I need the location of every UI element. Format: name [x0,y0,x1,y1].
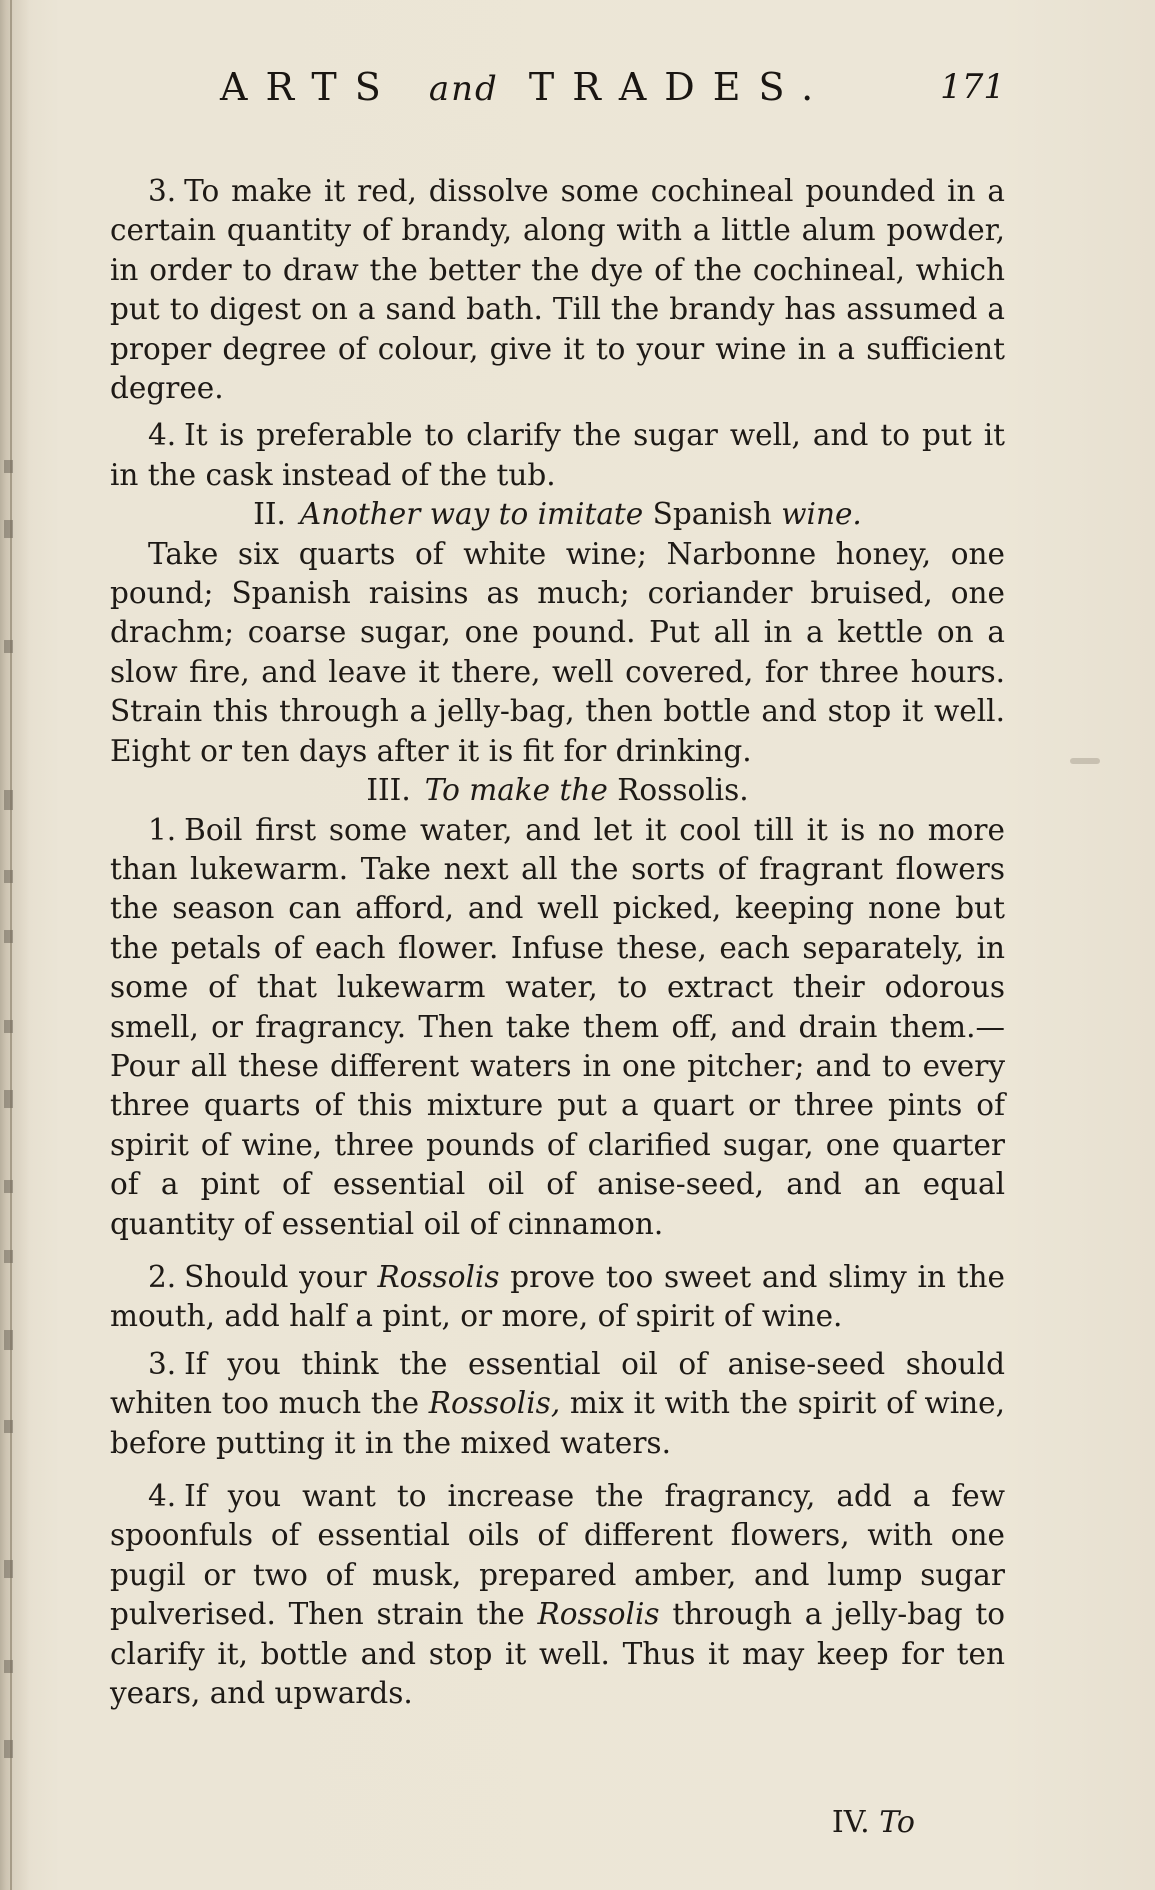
paragraph-text: Boil first some water, and let it cool till it is no more than lukewarm. Take next all the sorts of fragrant flowers the season can afford, and well picked, keeping none but the petals of each flower. Infuse these, each separately, in some of that lukewarm water, to extract their odorous smell, or fragrancy. Then take them off, and drain them.—Pour all these different waters in one pitcher; and to every three quarts of this mixture put a quart or three pints of spirit of wine, three pounds of clarified sugar, one quarter of a pint of essential oil of anise-seed, and an equal quantity of essential oil of cinnamon. [110,812,1005,1241]
paragraph-number: 3. [148,1346,177,1381]
paragraph-number: 4. [148,418,177,453]
paragraph-text-before: Should your [184,1259,367,1294]
paragraph-text: To make it red, dissolve some cochineal pounded in a certain quantity of brandy, along with a little alum powder, in order to draw the better the dye of the cochineal, which put to digest on a sand bath. Till the brandy has assumed a proper degree of colour, give it to your wine in a sufficient degree. [110,174,1005,406]
paragraph-4-clarify-sugar [110,416,1005,495]
page-text-block [110,65,1005,1868]
catchword-numeral: IV. [831,1805,870,1840]
section-heading-italic: To make the [424,773,608,808]
paragraph-text-after: mix it with the spirit of wine, before putting it in the mixed waters. [110,1386,1005,1460]
section-heading-tail: wine. [781,497,862,532]
facing-page-bleed-marks [0,0,22,1890]
italic-term: Rossolis [537,1597,660,1632]
ink-smudge [1070,758,1100,764]
section-heading-roman: Spanish [652,497,772,532]
paragraph-text-before: If you want to increase the fragrancy, add a few spoonfuls of essential oils of different flowers, with one pugil or two of musk, prepared amber, and lump sugar pulverised. Then strain the [110,1479,1005,1632]
paragraph-3-red-colour [110,172,1005,408]
paragraph-text: It is preferable to clarify the sugar well, and to put it in the cask instead of the tub. [110,418,1005,492]
section-2-body: Take six quarts of white wine; Narbonne honey, one pound; Spanish raisins as much; coriander bruised, one drachm; coarse sugar, one pound. Put all in a kettle on a slow fire, and leave it there, well covered, for three hours. Strain this through a jelly-bag, then bottle and stop it well. Eight or ten days after it is fit for drinking. [110,536,1005,768]
catchword [831,1805,915,1840]
catchword-italic: To [879,1805,915,1840]
section-heading-2 [110,495,1005,534]
rossolis-item-1 [110,811,1005,1244]
section-numeral: II. [253,497,286,532]
running-title-part1: ARTS [220,65,399,109]
italic-term: Rossolis, [428,1386,561,1421]
paragraph-text-after: through a jelly-bag to clarify it, bottle and stop it well. Thus it may keep for ten years, and upwards. [110,1597,1005,1711]
section-heading-italic: Another way to imitate [299,497,644,532]
running-title [220,65,832,109]
rossolis-item-2 [110,1258,1005,1337]
italic-term: Rossolis [377,1259,500,1294]
paragraph-text-after: prove too sweet and slimy in the mouth, add half a pint, or more, of spirit of wine. [110,1259,1005,1334]
paragraph-text-before: If you think the essential oil of anise-seed should whiten too much the [110,1346,1005,1421]
paragraph-number: 2. [148,1259,177,1294]
rossolis-item-3 [110,1345,1005,1463]
running-title-part2: TRADES. [528,65,832,109]
paragraph-number: 4. [148,1479,177,1513]
paragraph-number: 3. [148,174,177,208]
section-numeral: III. [366,773,411,808]
page-number: 171 [940,67,1005,107]
running-title-connector: and [428,69,499,109]
running-head [110,65,1005,124]
rossolis-item-4 [110,1477,1005,1713]
section-heading-roman: Rossolis. [617,773,749,808]
paragraph-number: 1. [148,812,177,847]
section-heading-3 [110,771,1005,810]
